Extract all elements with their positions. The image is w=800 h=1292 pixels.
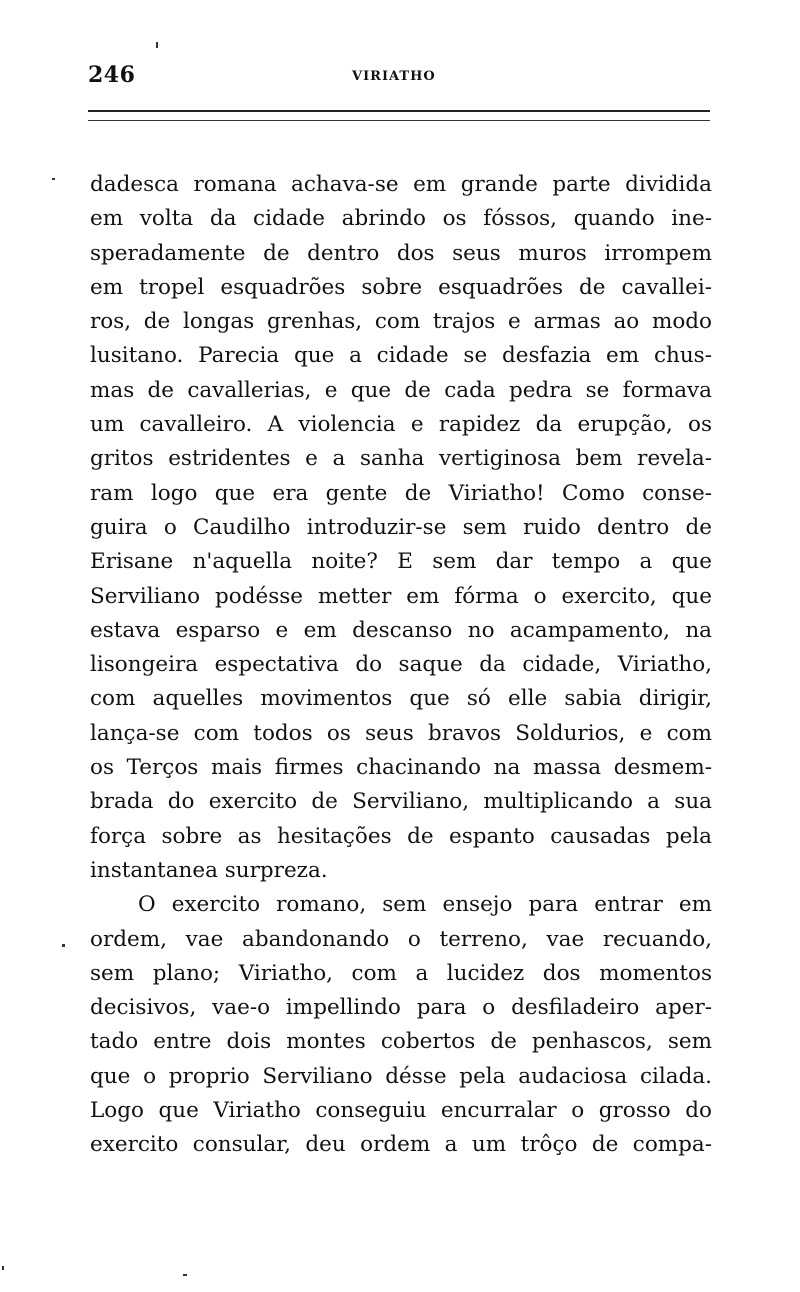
scan-speck	[52, 178, 55, 180]
text-line: tado entre dois montes cobertos de penhascos, sem	[90, 1029, 712, 1055]
text-line: com aquelles movimentos que só elle sabia dirigir,	[90, 686, 712, 712]
scan-speck	[62, 944, 65, 947]
text-line: os Terços mais firmes chacinando na massa desmem-	[90, 755, 712, 781]
text-line: dadesca romana achava-se em grande parte dividida	[90, 172, 712, 197]
running-title: VIRIATHO	[352, 69, 436, 84]
scan-speck	[156, 42, 158, 48]
scan-speck	[183, 1274, 187, 1276]
text-line: ordem, vae abandonando o terreno, vae recuando,	[90, 926, 712, 952]
text-line: em tropel esquadrões sobre esquadrões de cavallei-	[90, 274, 712, 300]
text-line: guira o Caudilho introduzir-se sem ruido dentro de	[90, 514, 712, 540]
text-line: ros, de longas grenhas, com trajos e armas ao modo	[90, 309, 712, 335]
paragraph-start-line: O exercito romano, sem ensejo para entrar em	[138, 892, 712, 918]
text-line: ram logo que era gente de Viriatho! Como conse-	[90, 480, 712, 506]
text-line: força sobre as hesitações de espanto causadas pela	[90, 823, 712, 849]
text-line: Logo que Viriatho conseguiu encurralar o grosso do	[90, 1098, 712, 1124]
page-number: 246	[88, 62, 136, 88]
text-line: lusitano. Parecia que a cidade se desfazia em chus-	[90, 343, 712, 369]
text-line: sem plano; Viriatho, com a lucidez dos momentos	[90, 960, 712, 986]
text-line: exercito consular, deu ordem a um trôço de compa-	[90, 1132, 712, 1158]
text-line: Erisane n'aquella noite? E sem dar tempo a que	[90, 549, 712, 575]
scan-speck	[2, 1266, 4, 1270]
body-text	[90, 168, 712, 1163]
text-line: que o proprio Serviliano désse pela audaciosa cilada.	[90, 1063, 712, 1089]
header-rule-thick	[88, 110, 710, 112]
text-line: decisivos, vae-o impellindo para o desfiladeiro aper-	[90, 995, 712, 1021]
text-line: em volta da cidade abrindo os fóssos, quando ine-	[90, 206, 712, 232]
text-line: lança-se com todos os seus bravos Soldurios, e com	[90, 720, 712, 746]
text-line: brada do exercito de Serviliano, multiplicando a sua	[90, 789, 712, 815]
text-line: gritos estridentes e a sanha vertiginosa bem revela-	[90, 446, 712, 472]
text-line: Serviliano podésse metter em fórma o exercito, que	[90, 583, 712, 609]
text-line: speradamente de dentro dos seus muros irrompem	[90, 240, 712, 266]
text-line: lisongeira espectativa do saque da cidade, Viriatho,	[90, 652, 712, 678]
text-line: um cavalleiro. A violencia e rapidez da erupção, os	[90, 412, 712, 438]
text-line: mas de cavallerias, e que de cada pedra se formava	[90, 377, 712, 403]
header-rule-thin	[88, 120, 710, 121]
text-line: estava esparso e em descanso no acampamento, na	[90, 617, 712, 643]
text-line: instantanea surpreza.	[90, 857, 328, 883]
